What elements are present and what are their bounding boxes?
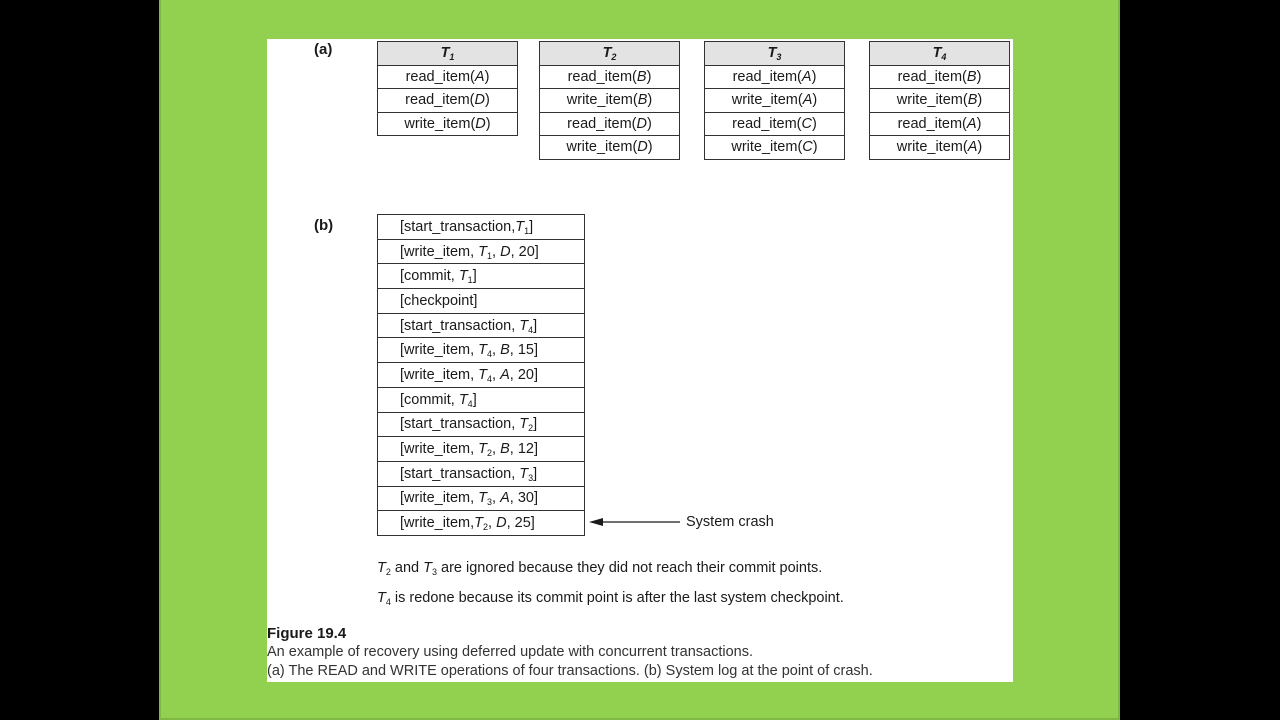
log-entry-text: [commit, $T_1$] — [378, 264, 585, 289]
log-entry — [378, 486, 585, 511]
log-entry-text: [start_transaction, $T_3$] — [378, 461, 585, 486]
operation-cell: write_item(B) — [540, 89, 680, 113]
figure-caption-line-2: (a) The READ and WRITE operations of four transactions. (b) System log at the point of crash. — [267, 663, 873, 679]
transaction-table-t2 — [539, 41, 680, 160]
table-row — [870, 136, 1010, 160]
system-crash-label: System crash — [686, 514, 774, 530]
log-entry-text: [checkpoint] — [378, 289, 585, 314]
system-log — [377, 214, 585, 536]
log-entry — [378, 313, 585, 338]
operation-cell: write_item(D) — [378, 112, 518, 136]
table-row — [870, 65, 1010, 89]
log-entry — [378, 363, 585, 388]
table-row — [705, 136, 845, 160]
log-entry-text: [write_item, $T_4$, A, 20] — [378, 363, 585, 388]
transaction-table-t3 — [704, 41, 845, 160]
log-entry-text: [start_transaction, $T_4$] — [378, 313, 585, 338]
note-ignored: $T_2$ and $T_3$ are ignored because they did not reach their commit points. — [377, 560, 823, 577]
crash-arrow-icon — [589, 515, 681, 529]
log-entry — [378, 412, 585, 437]
part-b-label: (b) — [314, 217, 334, 234]
operation-cell: write_item(C) — [705, 136, 845, 160]
operation-cell: write_item(D) — [540, 136, 680, 160]
operation-cell: write_item(B) — [870, 89, 1010, 113]
operation-cell: read_item(B) — [540, 65, 680, 89]
transaction-name: $T_2$ — [540, 42, 680, 66]
operation-cell: read_item(B) — [870, 65, 1010, 89]
transaction-name: $T_4$ — [870, 42, 1010, 66]
figure-caption-line-1: An example of recovery using deferred update with concurrent transactions. — [267, 644, 754, 660]
operation-cell: read_item(C) — [705, 112, 845, 136]
table-row — [705, 89, 845, 113]
table-row — [705, 112, 845, 136]
log-entry — [378, 461, 585, 486]
table-row — [540, 112, 680, 136]
log-entry-text: [write_item, $T_2$, B, 12] — [378, 437, 585, 462]
log-entry-text: [write_item, $T_4$, B, 15] — [378, 338, 585, 363]
table-row — [870, 112, 1010, 136]
table-row — [378, 112, 518, 136]
transaction-table-t1 — [377, 41, 518, 136]
log-entry — [378, 215, 585, 240]
log-entry — [378, 338, 585, 363]
log-entry-text: [write_item, $T_1$, D, 20] — [378, 239, 585, 264]
log-entry — [378, 387, 585, 412]
figure-caption-title: Figure 19.4 — [267, 625, 347, 642]
operation-cell: read_item(D) — [540, 112, 680, 136]
log-entry — [378, 511, 585, 536]
transaction-table-t4 — [869, 41, 1010, 160]
table-row — [540, 136, 680, 160]
table-header-row — [870, 42, 1010, 66]
table-row — [870, 89, 1010, 113]
log-entry-text: [write_item, $T_3$, A, 30] — [378, 486, 585, 511]
operation-cell: read_item(A) — [705, 65, 845, 89]
log-entry-text: [commit, $T_4$] — [378, 387, 585, 412]
table-row — [540, 65, 680, 89]
table-header-row — [540, 42, 680, 66]
table-header-row — [705, 42, 845, 66]
log-entry-text: [start_transaction, $T_2$] — [378, 412, 585, 437]
table-header-row — [378, 42, 518, 66]
log-entry — [378, 239, 585, 264]
log-entry-text: $[start\_transaction,T_1]$ — [378, 215, 585, 240]
transaction-name: $T_1$ — [378, 42, 518, 66]
table-row — [378, 89, 518, 113]
log-entry — [378, 437, 585, 462]
transaction-name: $T_3$ — [705, 42, 845, 66]
table-row — [378, 65, 518, 89]
note-redone: $T_4$ is redone because its commit point is after the last system checkpoint. — [377, 590, 844, 607]
table-row — [705, 65, 845, 89]
part-a-label: (a) — [314, 41, 333, 58]
table-row — [540, 89, 680, 113]
operation-cell: read_item(A) — [870, 112, 1010, 136]
log-entry-text: [$write\_item,T_2$, D, 25] — [378, 511, 585, 536]
log-entry — [378, 289, 585, 314]
operation-cell: write_item(A) — [870, 136, 1010, 160]
figure-panel — [267, 39, 1013, 682]
operation-cell: write_item(A) — [705, 89, 845, 113]
operation-cell: read_item(A) — [378, 65, 518, 89]
log-entry — [378, 264, 585, 289]
operation-cell: read_item(D) — [378, 89, 518, 113]
